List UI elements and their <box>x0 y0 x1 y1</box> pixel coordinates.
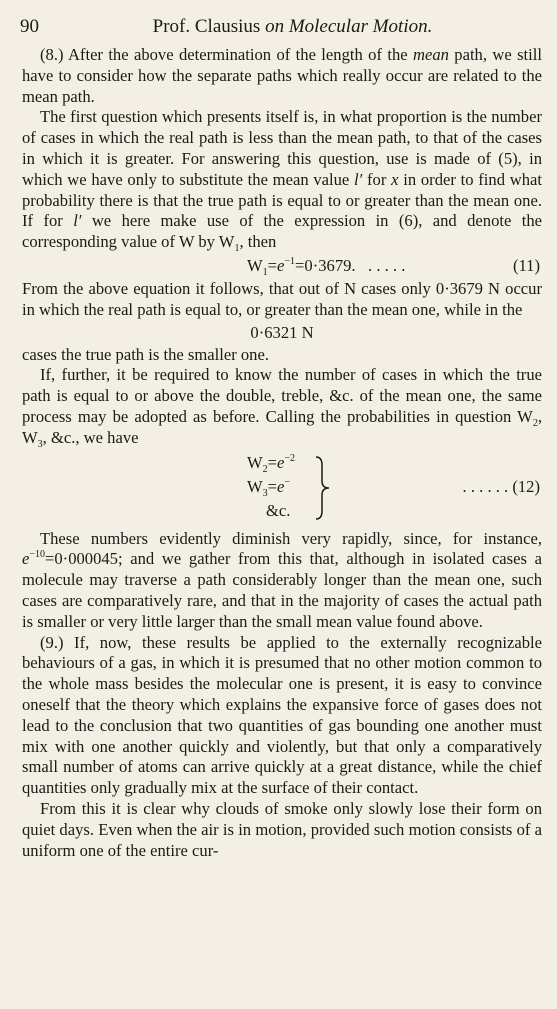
equation-12-line-1: $W_2=e^{-2}$ <box>247 452 296 475</box>
right-brace-icon <box>314 455 332 521</box>
paragraph-numbers-diminish: These numbers evidently diminish very rapidly, since, for instance, $e^{-10}=0\cdot 000045$; and we gather from this that, although in isolated cases a molecule may traverse a path considerably longer than the mean one, such cases are comparatively rare, and that in the majority of cases the actual path is smaller or very little larger than the small mean value found above. <box>22 528 542 631</box>
equation-11-body: $W_1=e^{-1}=0\cdot 3679$. . . . . . <box>247 255 406 278</box>
equation-12-line-2: $W_3=e^-$ <box>247 476 291 499</box>
equation-11 <box>22 253 542 279</box>
paragraph-clouds-of-smoke: From this it is clear why clouds of smoke only slowly lose their form on quiet days. Even when the air is in motion, provided such motion consists of a uniform one of the entire cur- <box>22 798 542 860</box>
paragraph-further: If, further, it be required to know the number of cases in which the true path is equal to or above the double, treble, &c. of the mean one, the same process may be adopted as before. Calling the probabilities in question $W_2$, $W_3$, &c., we have <box>22 365 542 450</box>
paragraph-8-intro: (8.) After the above determination of the length of the mean path, we still have to consider how the separate paths which really occur are related to the mean path. <box>22 45 542 106</box>
equation-12-line-3: &c. <box>266 500 291 520</box>
running-title: Prof. Clausius on Molecular Motion. <box>152 16 433 37</box>
equation-12 <box>22 449 542 529</box>
paragraph-9: (9.) If, now, these results be applied to the externally recognizable behaviours of a gas, in which it is presumed that no other motion common to the whole mass besides the molecular one is present, it is easy to convince oneself that the theory which explains the expansive force of gases does not lead to the conclusion that two quantities of gas bounding one another must mix with one another quickly and violently, but that only a comparatively small number of atoms can arrive quickly at a great distance, while the chief quantities only gradually mix at the surface of their contact. <box>22 632 542 798</box>
paragraph-from-equation: From the above equation it follows, that out of N cases only 0·3679 N occur in which the real path is equal to, or greater than the mean one, while in the <box>22 278 542 319</box>
equation-11-number: (11) <box>512 255 540 275</box>
paragraph-first-question: The first question which presents itself is, in what proportion is the number of cases in which the real path is less than the mean path, to that of the cases in which it is greater. For answering this question, use is made of (5), in which we have only to substitute the mean value l′ for x in order to find what probability there is that the true path is equal to or greater than the mean one. If for l′ we here make use of the expression in (6), and denote the corresponding value of W by $W_1$, then <box>22 107 542 255</box>
running-header <box>10 14 545 40</box>
page-number: 90 <box>20 16 39 37</box>
centered-value: 0·6321 N <box>250 322 314 342</box>
paragraph-smaller-one: cases the true path is the smaller one. <box>22 344 269 364</box>
page-body <box>22 45 542 861</box>
equation-12-tail: . . . . . . (12) <box>462 476 540 496</box>
